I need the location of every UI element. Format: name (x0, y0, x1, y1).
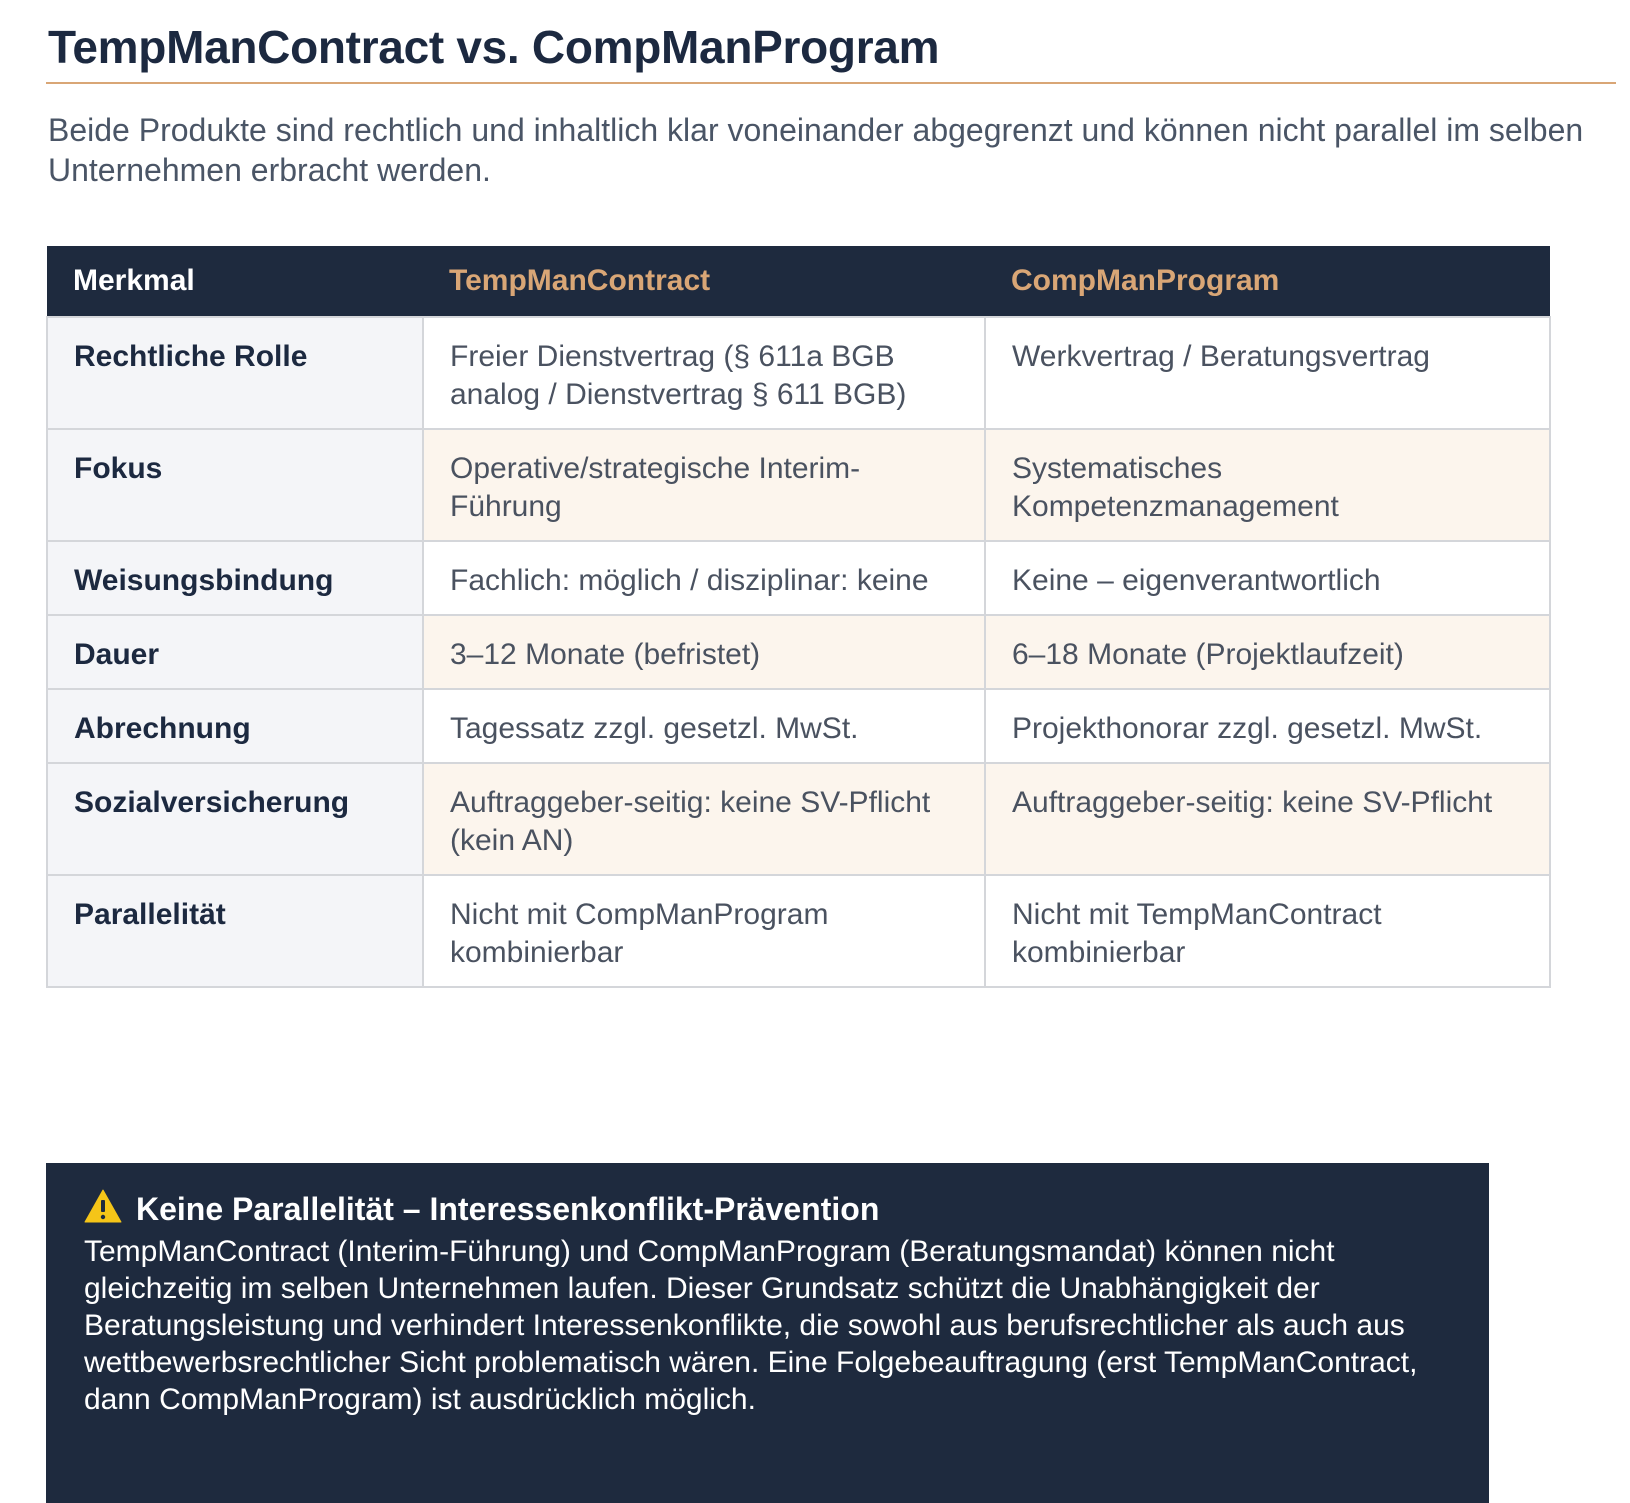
compmanprogram-cell: Werkvertrag / Beratungsvertrag (985, 317, 1550, 429)
warning-callout (46, 1163, 1489, 1503)
header-tempmancontract: TempManContract (423, 246, 985, 317)
table-row (47, 689, 1550, 763)
table-row (47, 763, 1550, 875)
compmanprogram-cell: Auftraggeber-seitig: keine SV-Pflicht (985, 763, 1550, 875)
page-title: TempManContract vs. CompManProgram (46, 18, 1616, 84)
callout-heading: Keine Parallelität – Interessenkonflikt-Prävention (136, 1191, 880, 1227)
callout-body: TempManContract (Interim-Führung) und CompManProgram (Beratungsmandat) können nicht gleichzeitig im selben Unternehmen laufen. Dieser Grundsatz schützt die Unabhängigkeit der Beratungsleistung und verhindert Interessenkonflikte, die sowohl aus berufsrechtlicher als auch aus wettbewerbsrechtlicher Sicht problematisch wären. Eine Folgebeauftragung (erst TempManContract, dann CompManProgram) ist ausdrücklich möglich. (84, 1235, 1418, 1416)
compmanprogram-cell: Nicht mit TempManContract kombinierbar (985, 875, 1550, 987)
comparison-table (46, 246, 1551, 988)
tempmancontract-cell: 3–12 Monate (befristet) (423, 615, 985, 689)
row-label: Dauer (47, 615, 423, 689)
table-row (47, 615, 1550, 689)
tempmancontract-cell: Operative/strategische Interim-Führung (423, 429, 985, 541)
warning-icon (84, 1189, 122, 1223)
row-label: Fokus (47, 429, 423, 541)
tempmancontract-cell: Fachlich: möglich / disziplinar: keine (423, 541, 985, 615)
table-row (47, 541, 1550, 615)
callout-heading-row (84, 1189, 1451, 1229)
table-row (47, 429, 1550, 541)
tempmancontract-cell: Auftraggeber-seitig: keine SV-Pflicht (kein AN) (423, 763, 985, 875)
row-label: Sozialversicherung (47, 763, 423, 875)
table-row (47, 875, 1550, 987)
tempmancontract-cell: Tagessatz zzgl. gesetzl. MwSt. (423, 689, 985, 763)
intro-text: Beide Produkte sind rechtlich und inhaltlich klar voneinander abgegrenzt und können nicht parallel im selben Unternehmen erbracht werden. (48, 112, 1584, 188)
table-header-row (47, 246, 1550, 317)
compmanprogram-cell: 6–18 Monate (Projektlaufzeit) (985, 615, 1550, 689)
page (46, 18, 1616, 1416)
row-label: Abrechnung (47, 689, 423, 763)
row-label: Weisungsbindung (47, 541, 423, 615)
table-row (47, 317, 1550, 429)
compmanprogram-cell: Keine – eigenverantwortlich (985, 541, 1550, 615)
header-compmanprogram: CompManProgram (985, 246, 1550, 317)
compmanprogram-cell: Systematisches Kompetenzmanagement (985, 429, 1550, 541)
tempmancontract-cell: Nicht mit CompManProgram kombinierbar (423, 875, 985, 987)
row-label: Rechtliche Rolle (47, 317, 423, 429)
header-merkmal: Merkmal (47, 246, 423, 317)
row-label: Parallelität (47, 875, 423, 987)
tempmancontract-cell: Freier Dienstvertrag (§ 611a BGB analog / Dienstvertrag § 611 BGB) (423, 317, 985, 429)
compmanprogram-cell: Projekthonorar zzgl. gesetzl. MwSt. (985, 689, 1550, 763)
